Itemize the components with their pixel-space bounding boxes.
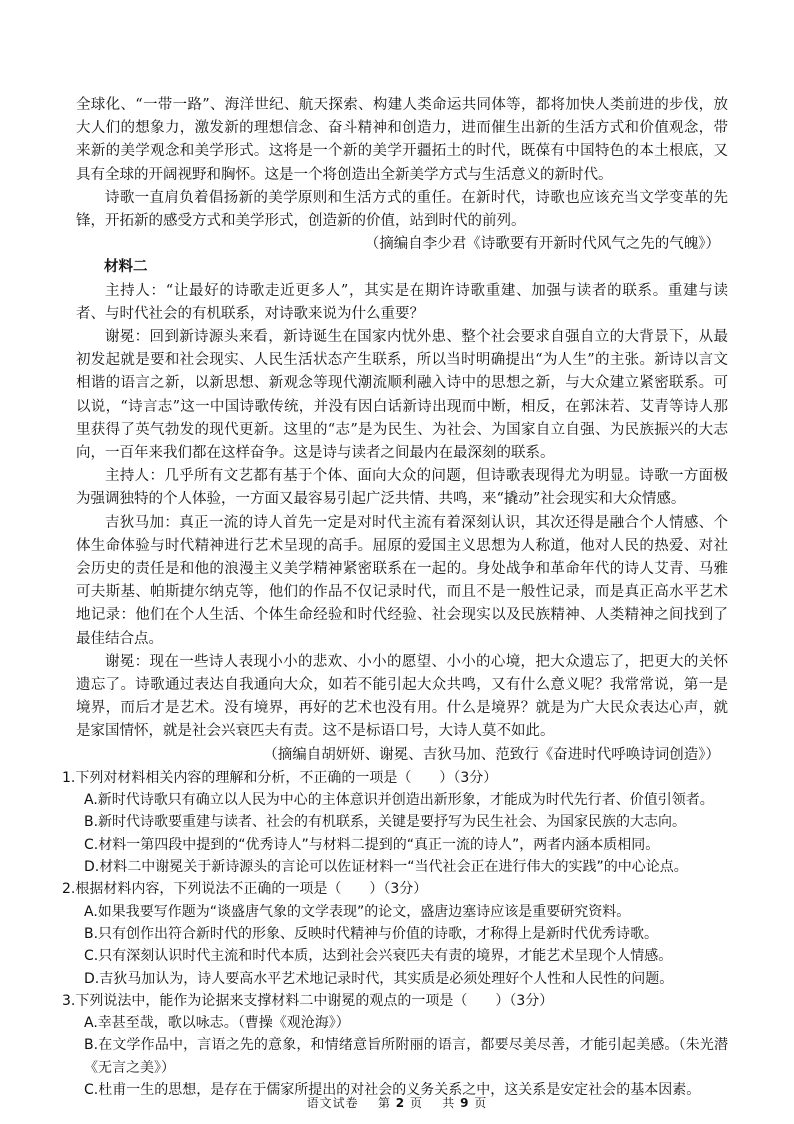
- question-option: C.杜甫一生的思想，是存在于儒家所提出的对社会的义务关系之中，这关系是安定社会的基本因素。: [84, 1082, 701, 1099]
- question-option: B.新时代诗歌要重建与读者、社会的有机联系，关键是要抒写为民生社会、为国家民族的大志向。: [84, 814, 687, 831]
- question-option: B.只有创作出符合新时代的形象、反映时代精神与价值的诗歌，才称得上是新时代优秀诗歌。: [84, 925, 659, 942]
- footer-page-suffix: 页: [409, 1096, 423, 1110]
- question-option: D.吉狄马加认为，诗人要高水平艺术地记录时代，其实质是必须处理好个人性和人民性的问题。: [84, 970, 674, 987]
- page-content: [62, 94, 728, 1101]
- material1-paragraph: 诗歌一直肩负着倡扬新的美学原则和生活方式的重任。在新时代，诗歌也应该充当文学变革的先锋，开拓新的感受方式和美学形式，创造新的价值，站到时代的前列。: [76, 189, 728, 230]
- question-3: [62, 990, 728, 1101]
- question-option: C.材料一第四段中提到的“优秀诗人”与材料二提到的“真正一流的诗人”，两者内涵本质相同。: [84, 836, 660, 853]
- question-option: C.只有深刻认识时代主流和时代本质，达到社会兴衰匹夫有责的境界，才能艺术呈现个人情感。: [84, 948, 673, 965]
- question-2: [62, 878, 728, 989]
- material2-paragraph: 主持人：“让最好的诗歌走近更多人”，其实是在期许诗歌重建、加强与读者的联系。重建与读者、与时代社会的有机联系，对诗歌来说为什么重要？: [76, 282, 728, 322]
- question-stem: 1.下列对材料相关内容的理解和分析，不正确的一项是（ ）（3分）: [62, 769, 498, 786]
- material2-paragraph: 谢冕：回到新诗源头来看，新诗诞生在国家内忧外患、整个社会要求自强自立的大背景下，从最初发起就是要和社会现实、人民生活状态产生联系，所以当时明确提出“为人生”的主张。新诗以言文相谐的语言之新，以新思想、新观念等现代潮流顺利融入诗中的思想之新，与大众建立紧密联系。可以说，“诗言志”这一中国诗歌传统，并没有因白话新诗出现而中断，相反，在郭沫若、艾青等诗人那里获得了英气勃发的现代更新。这里的“志”是为民生、为社会、为国家自立自强、为民族振兴的大志向，一百年来我们都在这样奋争。这是诗与读者之间最内在最深刻的联系。: [76, 329, 728, 462]
- material1-citation: （摘编自李少君《诗歌要有开新时代风气之先的气魄》）: [364, 236, 720, 253]
- question-1: [62, 767, 728, 878]
- footer-total-suffix: 页: [474, 1096, 488, 1110]
- question-option: A.幸甚至哉，歌以咏志。（曹操《观沧海》）: [84, 1015, 350, 1032]
- question-option: B.在文学作品中，言语之先的意象，和情绪意旨所附丽的语言，都要尽美尽善，才能引起美感。（朱光潜《无言之美》）: [84, 1037, 728, 1076]
- footer-page-prefix: 第: [377, 1096, 391, 1110]
- material1-paragraph-continued: 全球化、“一带一路”、海洋世纪、航天探索、构建人类命运共同体等，都将加快人类前进的步伐，放大人们的想象力，激发新的理想信念、奋斗精神和创造力，进而催生出新的生活方式和价值观念，带来新的美学观念和美学形式。这将是一个新的美学开疆拓土的时代，既葆有中国特色的本土根底，又具有全球的开阔视野和胸怀。这是一个将创造出全新美学方式与生活意义的新时代。: [76, 97, 728, 183]
- material2-title: 材料二: [104, 259, 148, 276]
- material2-paragraph: 谢冕：现在一些诗人表现小小的悲欢、小小的愿望、小小的心境，把大众遗忘了，把更大的关怀遗忘了。诗歌通过表达自我通向大众，如若不能引起大众共鸣，又有什么意义呢？我常常说，第一是境界，而后才是艺术。没有境界，再好的艺术也没有用。什么是境界？就是为广大民众表达心声，就是家国情怀，就是社会兴衰匹夫有责。这不是标语口号，大诗人莫不如此。: [76, 653, 728, 740]
- page-footer: [0, 1094, 794, 1111]
- question-stem: 2.根据材料内容，下列说法不正确的一项是（ ）（3分）: [62, 881, 428, 898]
- material2-paragraph: 主持人：几乎所有文艺都有基于个体、面向大众的问题，但诗歌表现得尤为明显。诗歌一方面极为强调独特的个人体验，一方面又最容易引起广泛共情、共鸣，来“撬动”社会现实和大众情感。: [76, 468, 728, 508]
- material2-citation: （摘编自胡妍妍、谢冕、吉狄马加、范致行《奋进时代呼唤诗词创造》）: [263, 746, 720, 763]
- question-option: A.如果我要写作题为“谈盛唐气象的文学表现”的论文，盛唐边塞诗应该是重要研究资料。: [84, 903, 631, 920]
- footer-subject: 语文试卷: [306, 1096, 359, 1110]
- question-option: D.材料二中谢冕关于新诗源头的言论可以佐证材料一“当代社会正在进行伟大的实践”的中心论点。: [84, 859, 688, 876]
- material2-paragraph: 吉狄马加：真正一流的诗人首先一定是对时代主流有着深刻认识，其次还得是融合个人情感、个体生命体验与时代精神进行艺术呈现的高手。屈原的爱国主义思想为人称道，他对人民的热爱、对社会历史的责任是和他的浪漫主义美学精神紧密联系在一起的。身处战争和革命年代的诗人艾青、马雅可夫斯基、帕斯捷尔纳克等，他们的作品不仅记录时代，而且不是一般性记录，而是真正高水平艺术地记录：他们在个人生活、个体生命经验和时代经验、社会现实以及民族精神、人类精神之间找到了最佳结合点。: [76, 514, 728, 647]
- question-stem: 3.下列说法中，能作为论据来支撑材料二中谢冕的观点的一项是（ ）（3分）: [62, 992, 554, 1009]
- footer-total-pages: 9: [460, 1096, 470, 1110]
- question-option: A.新时代诗歌只有确立以人民为中心的主体意识并创造出新形象，才能成为时代先行者、价值引领者。: [84, 792, 714, 809]
- footer-total-prefix: 共: [442, 1096, 456, 1110]
- footer-page-number: 2: [395, 1096, 406, 1110]
